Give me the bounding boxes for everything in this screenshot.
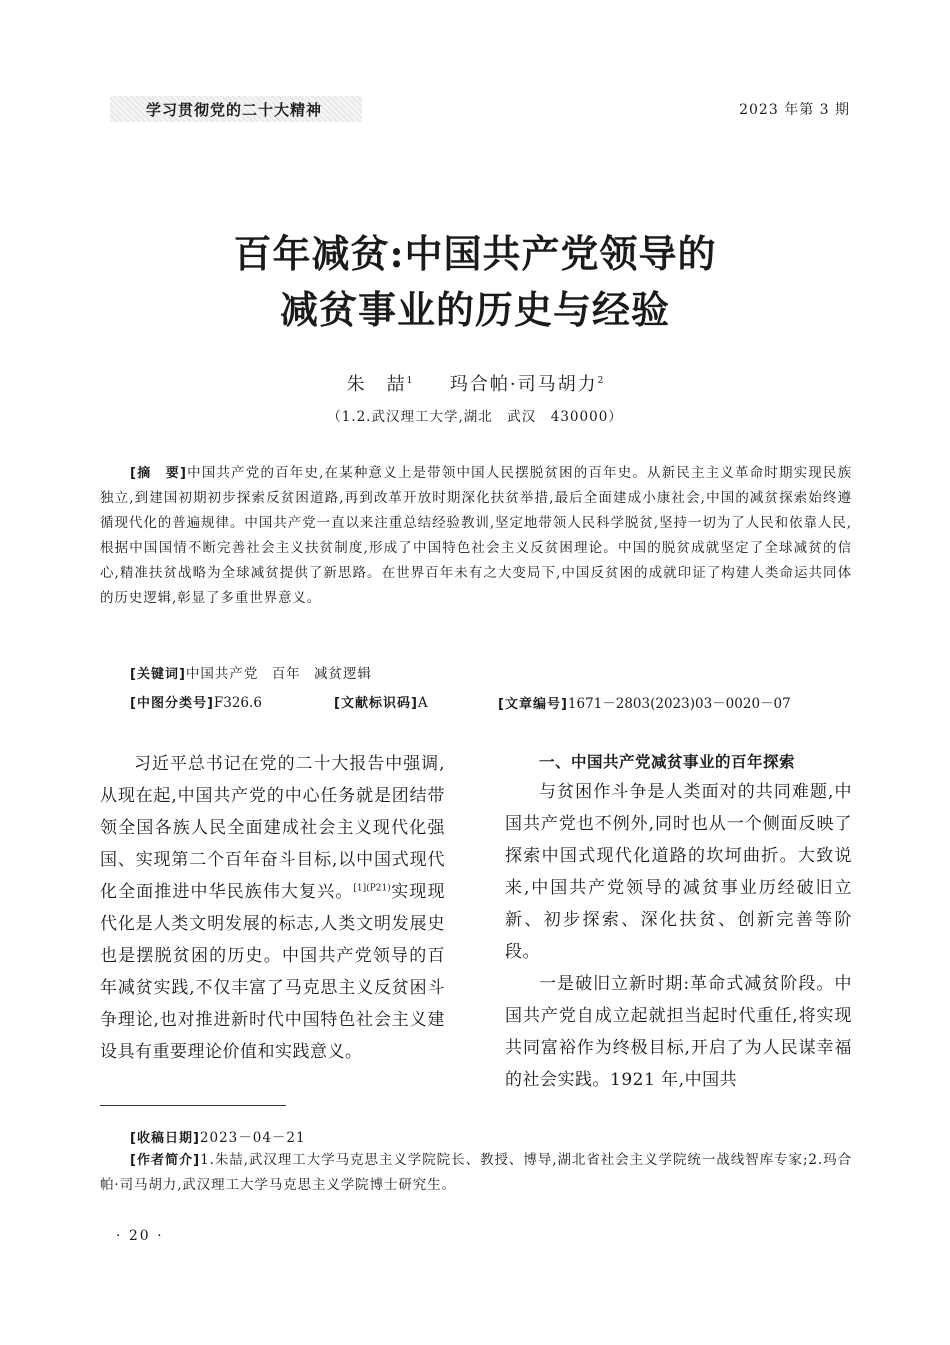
author-2: 玛合帕·司马胡力 xyxy=(449,374,598,395)
clc-code xyxy=(130,692,262,711)
doc-code xyxy=(334,692,428,711)
keyword-item: 减贫逻辑 xyxy=(313,666,372,682)
column-banner xyxy=(110,96,362,122)
doc-label: [文献标识码] xyxy=(334,696,418,711)
affiliation: （1.2.武汉理工大学,湖北 武汉 430000） xyxy=(327,409,623,425)
article-number-value: 1671－2803(2023)03－0020－07 xyxy=(567,696,791,712)
keywords xyxy=(130,662,372,682)
received-value: 2023－04－21 xyxy=(199,1130,306,1146)
title-line-1: 百年减贫:中国共产党领导的 xyxy=(233,231,717,276)
abstract-text: 中国共产党的百年史,在某种意义上是带领中国人民摆脱贫困的百年史。从新民主主义革命时期实现民族独立,到建国初期初步探索反贫困道路,再到改革开放时期深化扶贫举措,最后全面建成小康社会,中国的减贫探索始终遵循现代化的普遍规律。中国共产党一直以来注重总结经验教训,坚定地带领人民科学脱贫,坚持一切为了人民和依靠人民,根据中国国情不断完善社会主义扶贫制度,形成了中国特色社会主义反贫困理论。中国的脱贫成就坚定了全球减贫的信心,精准扶贫战略为全球减贫提供了新思路。在世界百年未有之大变局下,中国反贫困的成就印证了构建人类命运共同体的历史逻辑,彰显了多重世界意义。 xyxy=(100,465,852,606)
page-number: · 20 · xyxy=(116,1228,164,1244)
citation-mark: [1](P21) xyxy=(353,883,391,894)
author-1: 朱 喆 xyxy=(346,374,407,395)
clc-label: [中图分类号] xyxy=(130,696,214,711)
abstract-label: [摘 要] xyxy=(130,466,187,481)
abstract xyxy=(100,461,852,611)
body-left-column xyxy=(100,748,445,1068)
intro-paragraph xyxy=(100,748,445,1068)
issue-label: 2023 年第 3 期 xyxy=(739,102,850,118)
body-right-column xyxy=(505,748,852,1096)
article-number-label: [文章编号] xyxy=(498,697,568,712)
author-intro-text: 1.朱喆,武汉理工大学马克思主义学院院长、教授、博导,湖北省社会主义学院统一战线智库专家;2.玛合帕·司马胡力,武汉理工大学马克思主义学院博士研究生。 xyxy=(100,1152,852,1193)
title-line-2: 减贫事业的历史与经验 xyxy=(279,287,670,332)
article-number xyxy=(498,692,791,712)
keyword-item: 中国共产党 xyxy=(185,666,259,682)
author-intro xyxy=(100,1148,852,1198)
intro-text-2: 实现现代化是人类文明发展的标志,人类文明发展史也是摆脱贫困的历史。中国共产党领导的百年减贫实践,不仅丰富了马克思主义反贫困斗争理论,也对推进新时代中国特色社会主义建设具有重要理论价值和实践意义。 xyxy=(100,882,446,1062)
keyword-item: 百年 xyxy=(271,666,301,682)
keywords-label: [关键词] xyxy=(130,667,186,682)
author-1-affil-mark: 1 xyxy=(406,376,413,386)
doc-value: A xyxy=(417,695,428,711)
author-list xyxy=(0,370,950,396)
received-date xyxy=(130,1126,306,1146)
received-label: [收稿日期] xyxy=(130,1131,200,1146)
column-name: 学习贯彻党的二十大精神 xyxy=(146,101,323,119)
author-intro-label: [作者简介] xyxy=(130,1153,201,1168)
section-heading: 一、中国共产党减贫事业的百年探索 xyxy=(539,753,796,771)
section-paragraph: 一是破旧立新时期:革命式减贫阶段。中国共产党自成立起就担当起时代重任,将实现共同富裕作为终极目标,开启了为人民谋幸福的社会实践。1921 年,中国共 xyxy=(505,974,852,1090)
intro-text-1: 习近平总书记在党的二十大报告中强调,从现在起,中国共产党的中心任务就是团结带领全国各族人民全面建成社会主义现代化强国、实现第二个百年奋斗目标,以中国式现代化全面推进中华民族伟大复兴。 xyxy=(100,754,445,902)
footnote-divider xyxy=(100,1105,286,1106)
clc-value: F326.6 xyxy=(213,695,262,711)
author-2-affil-mark: 2 xyxy=(597,376,604,386)
section-paragraph: 与贫困作斗争是人类面对的共同难题,中国共产党也不例外,同时也从一个侧面反映了探索中国式现代化道路的坎坷曲折。大致说来,中国共产党领导的减贫事业历经破旧立新、初步探索、深化扶贫、创新完善等阶段。 xyxy=(505,782,852,962)
article-title xyxy=(0,226,950,338)
